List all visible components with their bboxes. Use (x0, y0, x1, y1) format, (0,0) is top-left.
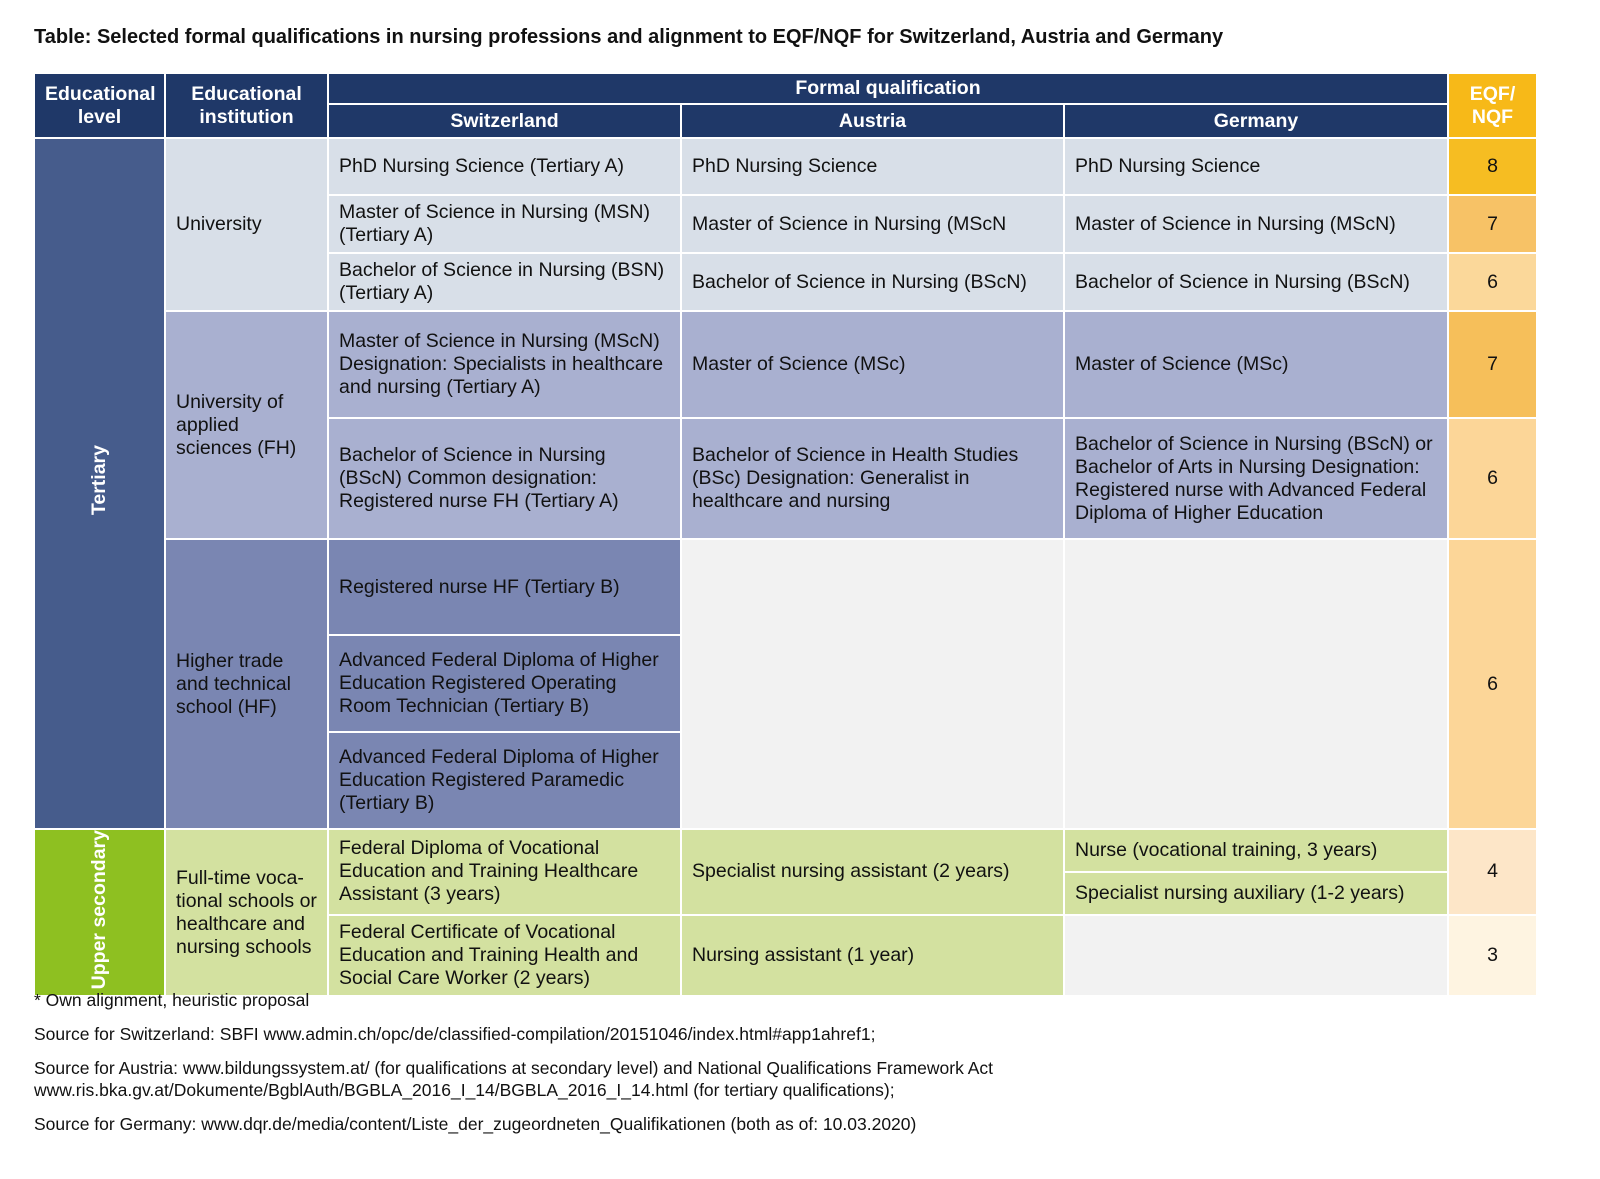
cell-at: Bachelor of Science in Nursing (BScN) (681, 253, 1064, 311)
source-austria-line2: www.ris.bka.gv.at/Dokumente/BgblAuth/BGBLA_2016_I_14/BGBLA_2016_I_14.html (for tertiary qualifications); (34, 1080, 895, 1100)
cell-de: PhD Nursing Science (1064, 138, 1448, 195)
cell-ch: Bachelor of Science in Nursing (BSN) (Tertiary A) (328, 253, 681, 311)
cell-eqf: 7 (1448, 311, 1537, 418)
cell-de-empty (1064, 539, 1448, 829)
cell-de: Bachelor of Science in Nursing (BScN) or Bachelor of Arts in Nursing Designation: Registered nurse with Advanced Federal Diploma of Higher Education (1064, 418, 1448, 539)
table-row (34, 311, 1537, 418)
header-educational-level: Educational level (34, 73, 165, 138)
cell-at: Bachelor of Science in Health Studies (BSc) Designation: Generalist in healthcare and nursing (681, 418, 1064, 539)
cell-de: Master of Science (MSc) (1064, 311, 1448, 418)
cell-at: PhD Nursing Science (681, 138, 1064, 195)
cell-ch: Master of Science in Nursing (MSN) (Tertiary A) (328, 195, 681, 253)
level-tertiary (34, 138, 165, 829)
cell-eqf: 6 (1448, 418, 1537, 539)
header-educational-institution: Educational institution (165, 73, 328, 138)
header-formal-qualification: Formal qualification (328, 73, 1448, 104)
cell-at: Nursing assistant (1 year) (681, 915, 1064, 997)
institution-university: University (165, 138, 328, 311)
source-austria-line1: Source for Austria: www.bildungssystem.at/ (for qualifications at secondary level) and National Qualifications Framework Act (34, 1058, 994, 1078)
notes (34, 989, 993, 1147)
cell-ch: Registered nurse HF (Tertiary B) (328, 539, 681, 635)
cell-at-empty (681, 539, 1064, 829)
cell-eqf: 8 (1448, 138, 1537, 195)
cell-ch: Advanced Federal Diploma of Higher Education Registered Paramedic (Tertiary B) (328, 732, 681, 829)
cell-eqf: 7 (1448, 195, 1537, 253)
source-austria (34, 1057, 993, 1101)
level-upper-secondary (34, 829, 165, 996)
qualifications-table (33, 72, 1538, 997)
cell-at: Specialist nursing assistant (2 years) (681, 829, 1064, 915)
header-switzerland: Switzerland (328, 104, 681, 138)
header-austria: Austria (681, 104, 1064, 138)
level-upper-secondary-label: Upper secondary (88, 830, 110, 990)
table-row (34, 539, 1537, 635)
table-row (34, 829, 1537, 872)
cell-eqf: 6 (1448, 539, 1537, 829)
cell-ch: Bachelor of Science in Nursing (BScN) Common designation: Registered nurse FH (Tertiary A) (328, 418, 681, 539)
cell-eqf: 3 (1448, 915, 1537, 997)
cell-de-empty (1064, 915, 1448, 997)
header-germany: Germany (1064, 104, 1448, 138)
cell-ch: Master of Science in Nursing (MScN) Designation: Specialists in healthcare and nursing (Tertiary A) (328, 311, 681, 418)
source-germany: Source for Germany: www.dqr.de/media/content/Liste_der_zugeordneten_Qualifikationen (both as of: 10.03.2020) (34, 1114, 917, 1134)
header-eqf-nqf: EQF/ NQF (1448, 73, 1537, 138)
institution-hf: Higher trade and technical school (HF) (165, 539, 328, 829)
cell-ch: Federal Certificate of Vocational Education and Training Health and Social Care Worker (2 years) (328, 915, 681, 997)
cell-eqf: 6 (1448, 253, 1537, 311)
source-switzerland: Source for Switzerland: SBFI www.admin.ch/opc/de/classified-compilation/20151046/index.html#app1ahref1; (34, 1024, 876, 1044)
institution-vocational: Full-time voca-tional schools or healthcare and nursing schools (165, 829, 328, 996)
cell-de: Specialist nursing auxiliary (1-2 years) (1064, 872, 1448, 915)
cell-ch: Advanced Federal Diploma of Higher Education Registered Operating Room Technician (Tertiary B) (328, 635, 681, 732)
cell-at: Master of Science (MSc) (681, 311, 1064, 418)
cell-at: Master of Science in Nursing (MScN (681, 195, 1064, 253)
table-title: Table: Selected formal qualifications in nursing professions and alignment to EQF/NQF for Switzerland, Austria and Germany (34, 26, 1224, 48)
cell-ch: Federal Diploma of Vocational Education and Training Healthcare Assistant (3 years) (328, 829, 681, 915)
table-row (34, 138, 1537, 195)
footnote: * Own alignment, heuristic proposal (34, 990, 310, 1010)
institution-fh: University of applied sciences (FH) (165, 311, 328, 539)
cell-de: Master of Science in Nursing (MScN) (1064, 195, 1448, 253)
cell-eqf: 4 (1448, 829, 1537, 915)
cell-de: Nurse (vocational training, 3 years) (1064, 829, 1448, 872)
level-tertiary-label: Tertiary (88, 445, 110, 516)
cell-de: Bachelor of Science in Nursing (BScN) (1064, 253, 1448, 311)
cell-ch: PhD Nursing Science (Tertiary A) (328, 138, 681, 195)
